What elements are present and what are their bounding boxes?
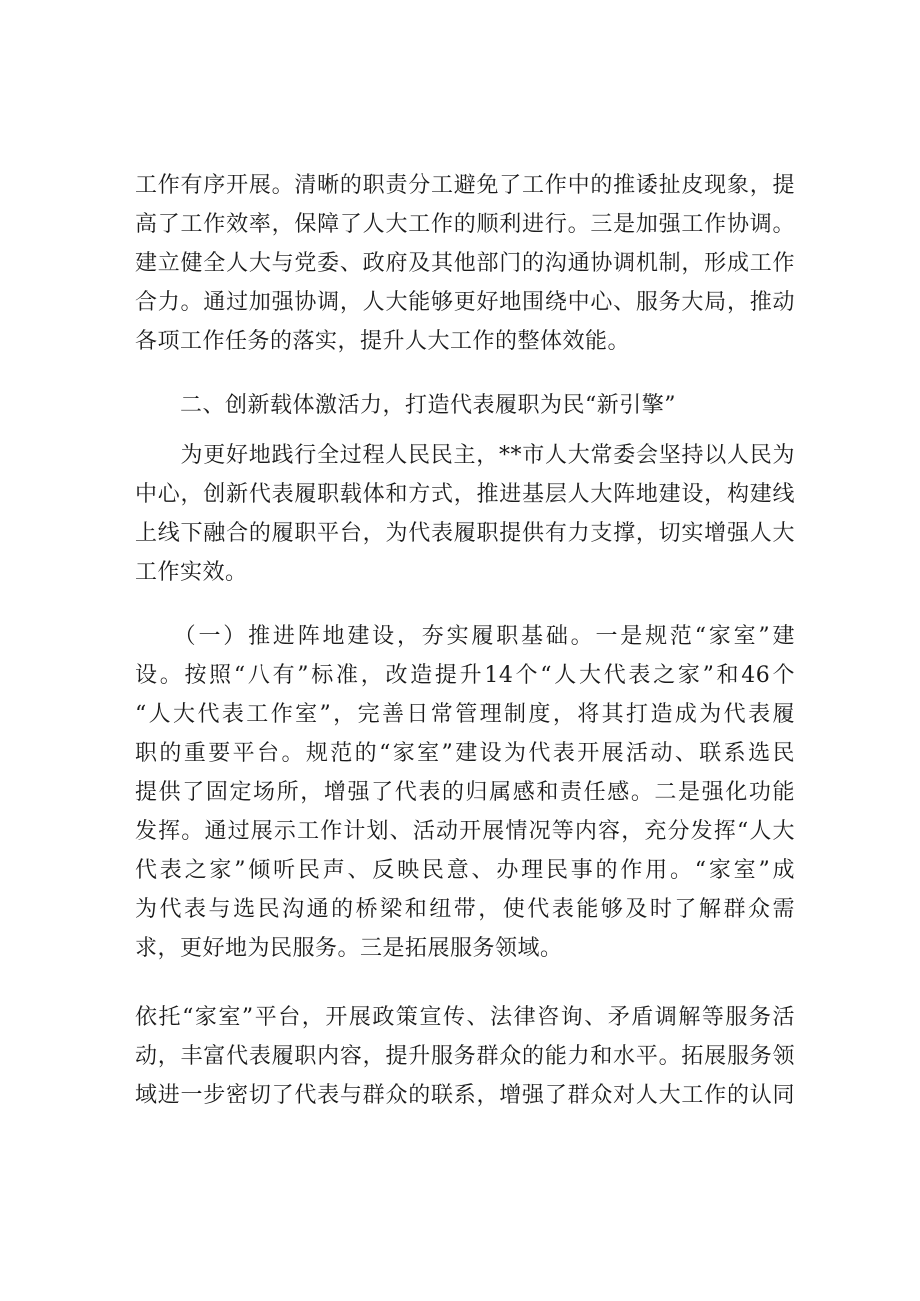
paragraph-line: 动，丰富代表履职内容，提升服务群众的能力和水平。拓展服务领 bbox=[135, 1044, 795, 1069]
paragraph-line: 域进一步密切了代表与群众的联系，增强了群众对人大工作的认同 bbox=[135, 1083, 795, 1108]
paragraph-intro bbox=[135, 436, 795, 592]
paragraph-line: 各项工作任务的落实，提升人大工作的整体效能。 bbox=[135, 329, 631, 354]
paragraph-line: 为更好地践行全过程人民民主，**市人大常委会坚持以人民为 bbox=[135, 443, 795, 468]
paragraph-line: 为代表与选民沟通的桥梁和纽带，使代表能够及时了解群众需 bbox=[135, 897, 795, 922]
paragraph-line: 合力。通过加强协调，人大能够更好地围绕中心、服务大局，推动 bbox=[135, 290, 795, 315]
section-heading-text: 二、创新载体激活力，打造代表履职为民“新引擎” bbox=[135, 393, 676, 418]
paragraph-line: 发挥。通过展示工作计划、活动开展情况等内容，充分发挥“人大 bbox=[135, 819, 795, 844]
paragraph-line: 建立健全人大与党委、政府及其他部门的沟通协调机制，形成工作 bbox=[135, 251, 795, 276]
paragraph-position-building bbox=[135, 617, 795, 968]
paragraph-line: 工作实效。 bbox=[135, 560, 248, 585]
paragraph-line: 依托“家室”平台，开展政策宣传、法律咨询、矛盾调解等服务活 bbox=[135, 1005, 795, 1030]
paragraph-work-coordination bbox=[135, 166, 795, 361]
paragraph-line: 上线下融合的履职平台，为代表履职提供有力支撑，切实增强人大 bbox=[135, 521, 795, 546]
section-heading bbox=[135, 386, 795, 425]
paragraph-line: （一）推进阵地建设，夯实履职基础。一是规范“家室”建 bbox=[135, 624, 795, 649]
paragraph-service-expansion bbox=[135, 998, 795, 1115]
paragraph-line: 中心，创新代表履职载体和方式，推进基层人大阵地建设，构建线 bbox=[135, 482, 795, 507]
paragraph-line: 代表之家”倾听民声、反映民意、办理民事的作用。“家室”成 bbox=[135, 858, 795, 883]
paragraph-line: 求，更好地为民服务。三是拓展服务领域。 bbox=[135, 936, 563, 961]
paragraph-line: 设。按照“八有”标准，改造提升14个“人大代表之家”和46个 bbox=[135, 663, 795, 688]
paragraph-line: 工作有序开展。清晰的职责分工避免了工作中的推诿扯皮现象，提 bbox=[135, 173, 795, 198]
paragraph-line: 提供了固定场所，增强了代表的归属感和责任感。二是强化功能 bbox=[135, 780, 795, 805]
paragraph-line: 职的重要平台。规范的“家室”建设为代表开展活动、联系选民 bbox=[135, 741, 795, 766]
paragraph-line: 高了工作效率，保障了人大工作的顺利进行。三是加强工作协调。 bbox=[135, 212, 795, 237]
paragraph-line: “人大代表工作室”，完善日常管理制度，将其打造成为代表履 bbox=[135, 702, 795, 727]
